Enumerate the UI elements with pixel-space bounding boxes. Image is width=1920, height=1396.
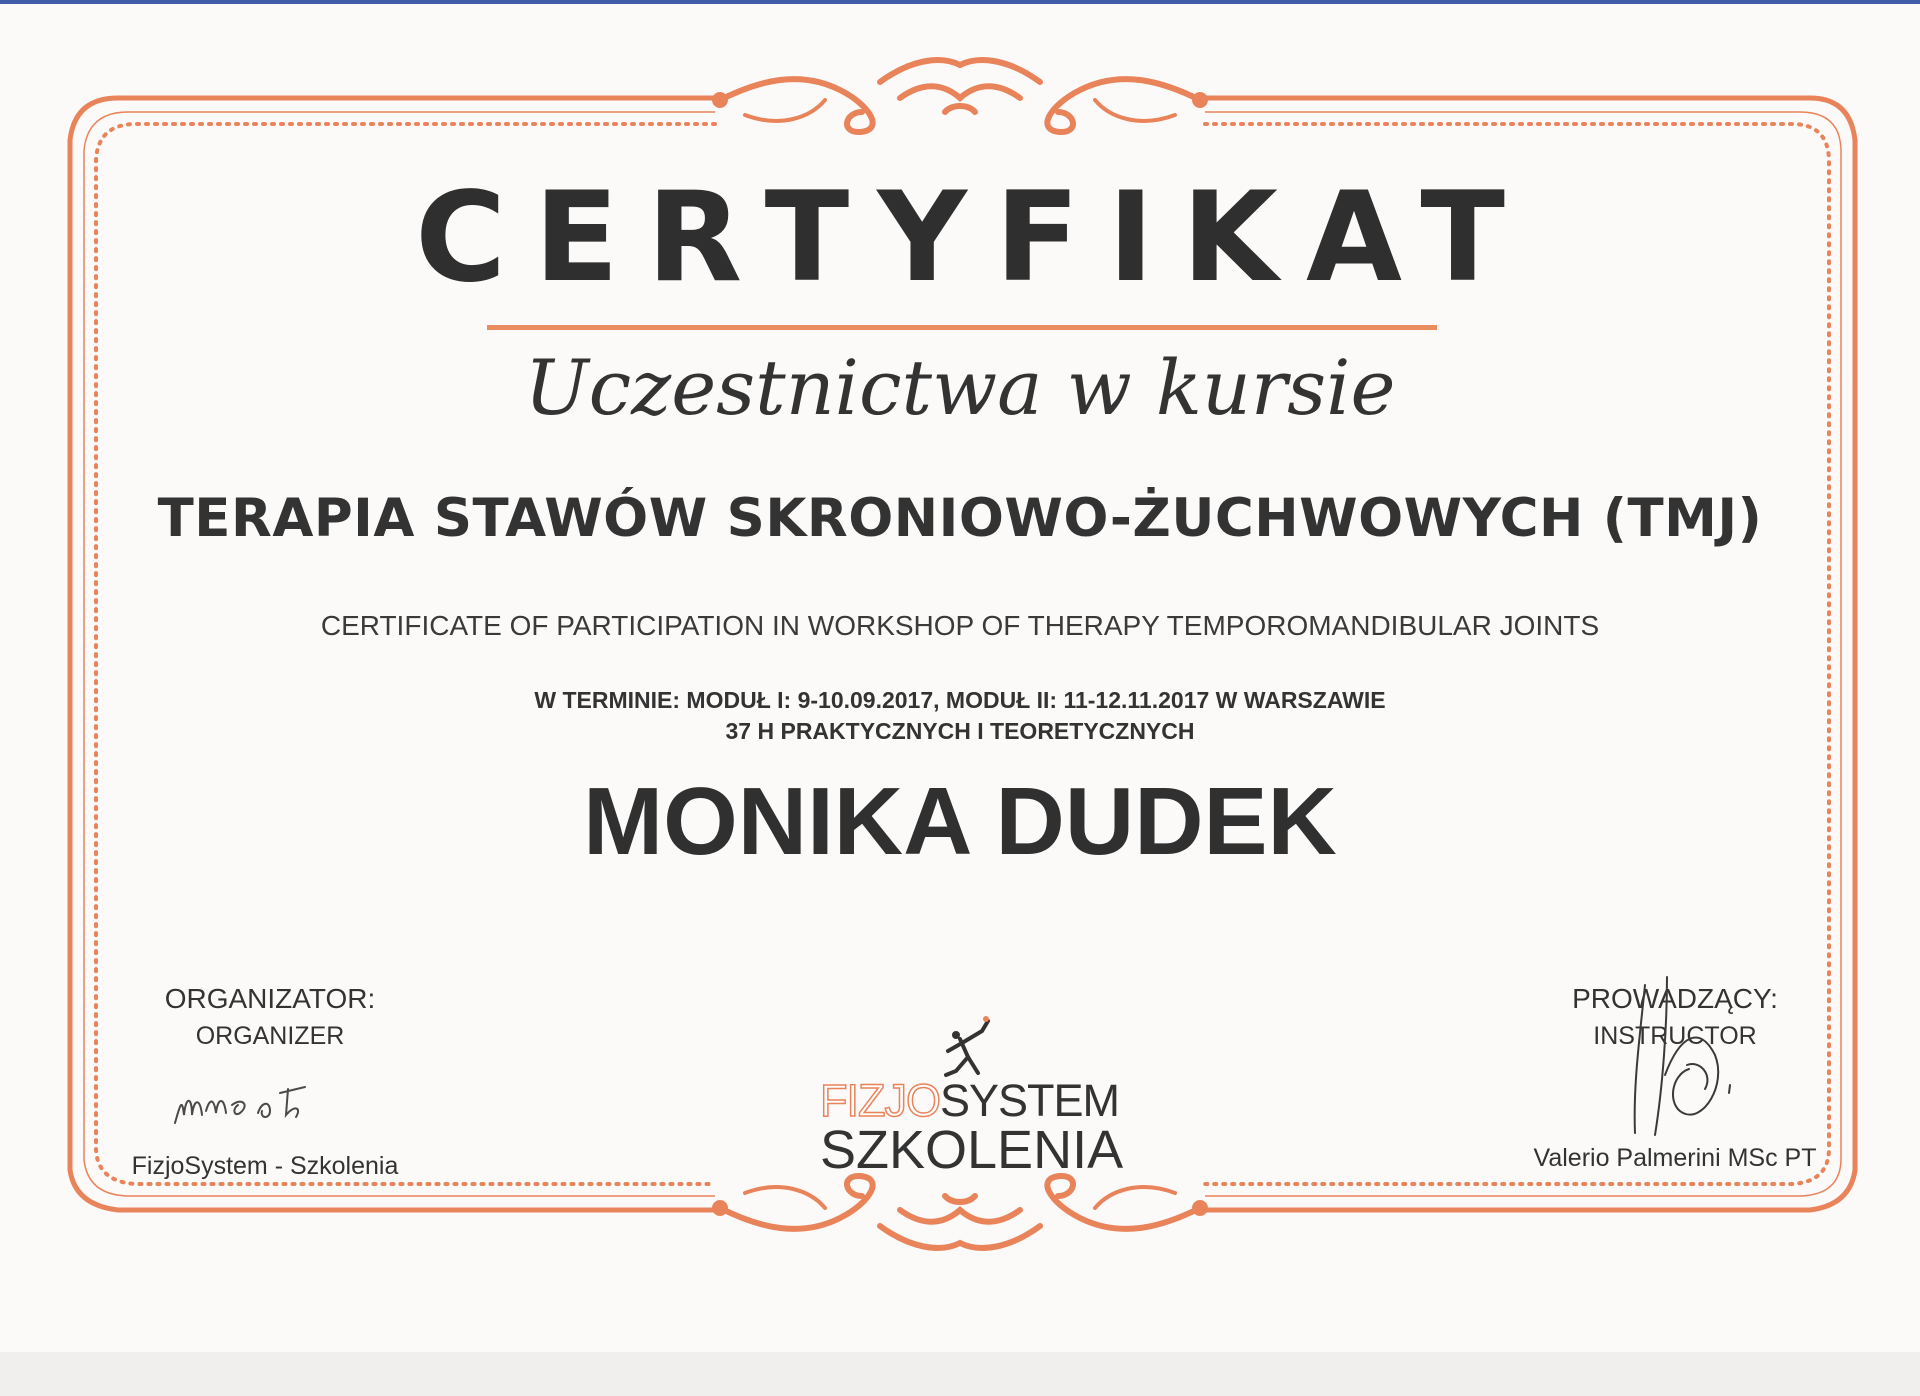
course-dates <box>0 685 1920 747</box>
certificate-title: CERTYFIKAT <box>415 166 1533 310</box>
logo-fizjo: FIZJO <box>820 1075 940 1126</box>
instructor-label: PROWADZĄCY: <box>1572 983 1778 1014</box>
instructor-name: Valerio Palmerini MSc PT <box>1533 1144 1817 1172</box>
instructor-signature <box>1605 965 1755 1150</box>
participant-name: MONIKA DUDEK <box>583 768 1337 875</box>
course-title-en: CERTIFICATE OF PARTICIPATION IN WORKSHOP OF THERAPY TEMPOROMANDIBULAR JOINTS <box>320 610 1600 641</box>
certificate-subtitle: Uczestnictwa w kursie <box>524 343 1396 432</box>
logo-system: SYSTEM <box>939 1075 1120 1126</box>
bottom-ornament <box>715 1176 1205 1248</box>
organizer-name: FizjoSystem - Szkolenia <box>131 1152 399 1180</box>
title-underline <box>487 325 1437 330</box>
logo-text-line1 <box>820 1075 1120 1126</box>
dates-line: W TERMINIE: MODUŁ I: 9-10.09.2017, MODUŁ II: 11-12.11.2017 W WARSZAWIE <box>534 687 1386 713</box>
organizer-block <box>130 982 410 1052</box>
fizjosystem-logo <box>820 1015 1124 1180</box>
organizer-label: ORGANIZATOR: <box>164 983 376 1014</box>
instructor-label-en: INSTRUCTOR <box>1593 1021 1757 1050</box>
hours-line: 37 H PRAKTYCZNYCH I TEORETYCZNYCH <box>725 718 1195 745</box>
course-title: TERAPIA STAWÓW SKRONIOWO-ŻUCHWOWYCH (TMJ) <box>157 488 1763 549</box>
organizer-label-en: ORGANIZER <box>195 1021 345 1050</box>
logo-text-line2: SZKOLENIA <box>820 1120 1124 1180</box>
top-ornament <box>715 60 1205 132</box>
organizer-signature <box>170 1075 340 1135</box>
